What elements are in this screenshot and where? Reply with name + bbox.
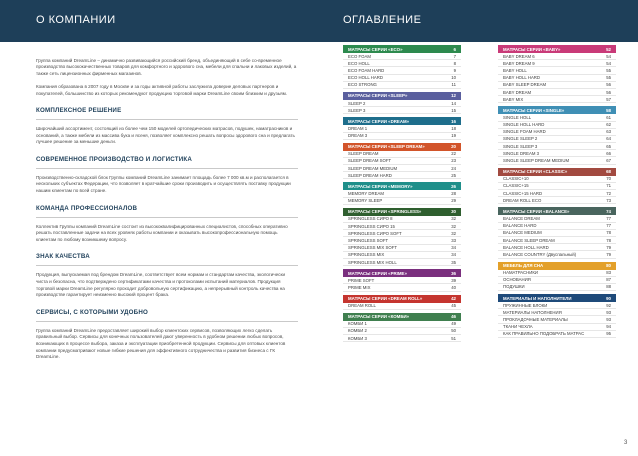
toc-item-page: 61: [606, 114, 611, 120]
toc-item-label: SPRINGLESS CИРО SOFT: [348, 230, 402, 236]
toc-group-title: МАТРАСЫ СЕРИИ «КОМБИ»: [348, 314, 410, 320]
toc-group-page: 52: [606, 46, 611, 52]
toc-column-left: [343, 45, 461, 345]
toc-item-label: ECO FOAM: [348, 53, 371, 59]
toc-group-page: 80: [606, 263, 611, 268]
toc-item[interactable]: [498, 114, 616, 121]
toc-group-title: МАТРАСЫ СЕРИИ «CLASSIC»: [503, 169, 568, 175]
toc-item[interactable]: [498, 302, 616, 309]
toc-item-page: 94: [606, 324, 611, 330]
section-text: Производственно-складской блок Группы компаний DreamLine занимает площадь более 7 000 кв.м и располагается в нескольких субъектах Федерации, что позволяет в кратчайшие сроки производить и осуществлять поставку продукции нашим клиентам по всей стране.: [36, 174, 291, 193]
toc-item[interactable]: [343, 321, 461, 328]
toc-item-label: КОМБИ 3: [348, 335, 367, 341]
section: [36, 205, 298, 244]
toc-item-label: SLEEP DREAM SOFT: [348, 158, 392, 164]
toc-item-label: SLEEP DREAM HARD: [348, 172, 392, 178]
toc-item[interactable]: [498, 230, 616, 237]
toc-item[interactable]: [343, 53, 461, 60]
toc-item[interactable]: [498, 82, 616, 89]
toc-item-label: BALANCE SLEEP DREAM: [503, 237, 555, 243]
toc-group-header[interactable]: [343, 143, 461, 151]
toc-item[interactable]: [343, 303, 461, 310]
toc-group-page: 74: [606, 208, 611, 214]
toc-item[interactable]: [343, 60, 461, 67]
toc-item-label: DREAM 1: [348, 125, 368, 131]
toc-item-label: КОМБИ 2: [348, 328, 367, 334]
toc-item-page: 88: [606, 284, 611, 290]
toc-item[interactable]: [498, 284, 616, 291]
toc-column-right: [498, 45, 616, 341]
toc-item-label: SPRINGLESS CИРО 15: [348, 223, 395, 229]
toc-item[interactable]: [498, 309, 616, 316]
toc-item-label: BABY DREAM: [503, 89, 532, 95]
toc-item-page: 34: [451, 252, 456, 258]
toc-group: [343, 92, 461, 114]
toc-item-page: 34: [451, 245, 456, 251]
toc-item-page: 55: [606, 67, 611, 73]
toc-group-page: 90: [606, 295, 611, 301]
section-divider: [36, 168, 298, 169]
toc-item[interactable]: [343, 190, 461, 197]
toc-item-label: SLEEP 2: [348, 100, 366, 106]
toc-item-page: 56: [606, 89, 611, 95]
toc-group-header[interactable]: [343, 295, 461, 303]
toc-item-page: 67: [606, 158, 611, 164]
intro-paragraph: Компания образована в 2007 году в Москве и за годы активной работы заслужила доверие деловых партнеров и покупателей, большинство из которых рекомендуют продукцию торговой марки DreamLine своим близким и друзьям.: [36, 84, 288, 96]
toc-group-header[interactable]: [343, 182, 461, 190]
toc-group: [498, 106, 616, 164]
toc-group-header[interactable]: [343, 269, 461, 277]
toc-item-label: ПРОКЛАДОЧНЫЕ МАТЕРИАЛЫ: [503, 317, 568, 323]
toc-group: [498, 45, 616, 103]
section-title: КОМПЛЕКСНОЕ РЕШЕНИЕ: [36, 107, 122, 115]
toc-item-page: 93: [606, 309, 611, 315]
toc-item[interactable]: [498, 331, 616, 338]
toc-item-label: SINGLE SLEEP 2: [503, 136, 538, 142]
toc-item-page: 71: [606, 183, 611, 189]
toc-item-label: SPRINGLESS MIX HOLL: [348, 259, 397, 265]
toc-item-page: 64: [606, 136, 611, 142]
toc-item[interactable]: [498, 237, 616, 244]
toc-item-page: 32: [451, 223, 456, 229]
toc-item[interactable]: [343, 151, 461, 158]
toc-item-page: 66: [606, 150, 611, 156]
toc-item[interactable]: [343, 198, 461, 205]
section: [36, 253, 298, 298]
toc-item[interactable]: [498, 53, 616, 60]
toc-item-label: CLASSIC+15: [503, 183, 529, 189]
toc-item[interactable]: [498, 129, 616, 136]
toc-item[interactable]: [343, 245, 461, 252]
toc-item-label: CLASSIC+10: [503, 176, 529, 182]
toc-item-page: 54: [606, 53, 611, 59]
toc-item-label: MEMORY SLEEP: [348, 198, 383, 204]
toc-item-label: КАК ПРАВИЛЬНО ПОДОБРАТЬ МАТРАС: [503, 331, 585, 337]
toc-group-header[interactable]: [343, 208, 461, 216]
toc-item-label: МАТЕРИАЛЫ НАПОЛНЕНИЯ: [503, 309, 562, 315]
toc-group-title: МАТРАСЫ СЕРИИ «SINGLE»: [503, 107, 565, 113]
toc-group: [343, 208, 461, 266]
toc-item-label: ECO FOAM HARD: [348, 67, 385, 73]
toc-item-label: ECO HOLL HARD: [348, 75, 383, 81]
toc-group-page: 6: [453, 46, 456, 52]
toc-item-page: 11: [451, 82, 456, 88]
toc-group: [343, 295, 461, 310]
toc-item-label: НАМАТРАСНИКИ: [503, 270, 538, 276]
toc-item-page: 51: [451, 335, 456, 341]
section: [36, 309, 298, 361]
toc-item[interactable]: [498, 223, 616, 230]
toc-item-page: 28: [451, 191, 456, 197]
toc-item-label: BABY DREAM 9: [503, 60, 535, 66]
toc-item-page: 70: [606, 176, 611, 182]
toc-group-title: МАТРАСЫ СЕРИИ «SLEEP DREAM»: [348, 144, 425, 150]
toc-item[interactable]: [343, 252, 461, 259]
toc-item-label: ECO HOLL: [348, 60, 370, 66]
section-text: Широчайший ассортимент, состоящий из более чем 150 моделей ортопедических матрасов, подушек, наматрасников и оснований, а также мебели из массива бука и ясеня, позволяет комплексно решать вопросы здорового сна и предлагать лучшее решение за меньшие деньги.: [36, 126, 295, 145]
toc-item-label: ПОДУШКИ: [503, 284, 525, 290]
toc-item-label: DREAM ROLL: [348, 303, 376, 309]
toc-group-page: 30: [451, 209, 456, 215]
toc-item-label: SPRINGLESS SOFT: [348, 237, 389, 243]
toc-item[interactable]: [343, 133, 461, 140]
toc-item-label: BABY DREAM 6: [503, 53, 535, 59]
toc-item-label: DREAM 3: [348, 133, 368, 139]
toc-item-page: 24: [451, 165, 456, 171]
toc-item[interactable]: [343, 277, 461, 284]
toc-item[interactable]: [498, 75, 616, 82]
toc-item-label: MEMORY DREAM: [348, 191, 384, 197]
toc-item[interactable]: [498, 89, 616, 96]
about-title: О КОМПАНИИ: [36, 14, 116, 26]
toc-item-label: BABY MIX: [503, 96, 524, 102]
toc-item-page: 78: [606, 230, 611, 236]
toc-item[interactable]: [498, 157, 616, 164]
toc-item-label: SINGLE FOAM HARD: [503, 129, 546, 135]
toc-item-label: BALANCE MEDIUM: [503, 230, 542, 236]
toc-item-label: SPRINGLESS CИРО 8: [348, 216, 393, 222]
toc-item-page: 23: [451, 158, 456, 164]
toc-item-page: 45: [451, 303, 456, 309]
toc-group-page: 58: [606, 107, 611, 113]
toc-item-page: 72: [606, 190, 611, 196]
toc-item-label: ECO STRONG: [348, 82, 377, 88]
toc-item-label: BABY HOLL HARD: [503, 75, 541, 81]
toc-item-page: 7: [453, 53, 456, 59]
toc-group-header[interactable]: [343, 45, 461, 53]
toc-item[interactable]: [498, 60, 616, 67]
toc-group-header[interactable]: [343, 313, 461, 321]
toc-item-page: 25: [451, 172, 456, 178]
toc-group-title: МАТРАСЫ СЕРИИ «SPRINGLESS»: [348, 209, 422, 215]
toc-item-label: SINGLE DREAM 3: [503, 150, 540, 156]
section-text: Продукция, выпускаемая под брендом DreamLine, соответствует всем нормам и стандартам качества, экологически чиста и безопасна, что подтверждено сертификатами качества и протоколами испытаний материалов. Продукция торговой марки DreamLine регулярно проходит добровольную сертификацию, а непрерывный контроль качества на производстве гарантирует неизменно высокий процент брака.: [36, 272, 286, 298]
toc-group-page: 16: [451, 118, 456, 124]
page-number: 3: [624, 440, 628, 446]
toc-item-page: 18: [451, 125, 456, 131]
toc-group: [498, 168, 616, 205]
toc-group-title: МАТЕРИАЛЫ И НАПОЛНИТЕЛИ: [503, 295, 572, 301]
toc-group-header[interactable]: [343, 92, 461, 100]
section-title: ЗНАК КАЧЕСТВА: [36, 253, 90, 261]
toc-item[interactable]: [498, 150, 616, 157]
toc-group: [498, 294, 616, 338]
toc-item[interactable]: [498, 96, 616, 103]
toc-item-page: 83: [606, 270, 611, 276]
toc-item-page: 87: [606, 277, 611, 283]
contents-title: ОГЛАВЛЕНИЕ: [343, 14, 422, 26]
toc-item[interactable]: [498, 316, 616, 323]
toc-item-page: 93: [606, 317, 611, 323]
section-text: Группа компаний DreamLine предоставляет широкий выбор клиентских сервисов, позволяющих легко сделать правильный выбор. Сервисы для конечных пользователей дают уверенность в удобном решении любых вопросов, возникающих в процессе выбора, заказа и эксплуатации приобретенной продукции. Сервисы для оптовых клиентов компании предусматривают новые гибкие решения для эффективного сотрудничества и развития бизнеса с ГК DreamLine.: [36, 327, 286, 360]
toc-item-label: SINGLE SLEEP 3: [503, 143, 538, 149]
toc-item-page: 49: [451, 321, 456, 327]
toc-group-header[interactable]: [498, 262, 616, 270]
toc-item-label: BALANCE HARD: [503, 223, 537, 229]
toc-item-page: 77: [606, 215, 611, 221]
section-title: СЕРВИСЫ, С КОТОРЫМИ УДОБНО: [36, 308, 149, 316]
intro: [36, 58, 298, 97]
toc-group-title: МЕБЕЛЬ ДЛЯ СНА: [503, 263, 544, 268]
toc-item-page: 40: [451, 284, 456, 290]
toc-item[interactable]: [498, 244, 616, 251]
toc-item[interactable]: [343, 158, 461, 165]
toc-item-page: 62: [606, 122, 611, 128]
toc-item[interactable]: [343, 165, 461, 172]
toc-item[interactable]: [343, 172, 461, 179]
section-divider: [36, 119, 298, 120]
toc-item-label: PRIME SOFT: [348, 277, 375, 283]
toc-item-page: 29: [451, 198, 456, 204]
toc-item-page: 78: [606, 237, 611, 243]
toc-item[interactable]: [343, 216, 461, 223]
toc-item-label: ТКАНИ ЧЕХЛА: [503, 324, 533, 330]
toc-item-label: BALANCE DREAM: [503, 215, 540, 221]
toc-group: [343, 313, 461, 343]
toc-group-header[interactable]: [498, 207, 616, 215]
toc-item[interactable]: [343, 284, 461, 291]
toc-item-page: 39: [451, 277, 456, 283]
toc-item-page: 22: [451, 151, 456, 157]
toc-group-page: 36: [451, 270, 456, 276]
toc-item[interactable]: [498, 122, 616, 129]
toc-group-title: МАТРАСЫ СЕРИИ «BALANCE»: [503, 208, 570, 214]
toc-item-label: SPRINGLESS MIX: [348, 252, 385, 258]
toc-item-label: ПРУЖИННЫЕ БЛОКИ: [503, 302, 548, 308]
toc-item-label: SLEEP DREAM: [348, 151, 379, 157]
toc-item[interactable]: [343, 75, 461, 82]
toc-item-page: 65: [606, 143, 611, 149]
toc-group: [498, 207, 616, 258]
toc-item[interactable]: [498, 251, 616, 258]
toc-item-label: BALANCE COUNTRY (Двуспальный): [503, 251, 577, 257]
toc-group: [343, 117, 461, 139]
toc-item-page: 8: [453, 60, 456, 66]
toc-group: [343, 269, 461, 291]
toc-group-page: 68: [606, 169, 611, 175]
toc-group: [343, 143, 461, 180]
toc-item-page: 79: [606, 251, 611, 257]
toc-group-header[interactable]: [498, 106, 616, 114]
toc-item-page: 32: [451, 216, 456, 222]
toc-item-label: BABY HOLL: [503, 67, 527, 73]
toc-item-page: 54: [606, 60, 611, 66]
toc-item-page: 95: [606, 331, 611, 337]
toc-item-page: 50: [451, 328, 456, 334]
toc-item[interactable]: [498, 136, 616, 143]
section-divider: [36, 217, 298, 218]
toc-group-title: МАТРАСЫ СЕРИИ «DREAM ROLL»: [348, 296, 423, 301]
toc-item-page: 73: [606, 197, 611, 203]
toc-item-page: 92: [606, 302, 611, 308]
toc-item[interactable]: [498, 67, 616, 74]
intro-paragraph: Группа компаний DreamLine – динамично развивающийся российский бренд, объединяющий в себе со-временное производство высококачественных товаров для комфортного и здорового сна, мебели для спальни и лаковых изделий, а также сеть лицензионных фирменных магазинов.: [36, 58, 297, 76]
toc-item-label: SINGLE HOLL: [503, 114, 532, 120]
toc-item-label: DREAM ROLL ECO: [503, 197, 542, 203]
toc-group-header[interactable]: [343, 117, 461, 125]
toc-item-page: 32: [451, 230, 456, 236]
header-bar: [0, 0, 638, 42]
toc-item[interactable]: [343, 259, 461, 266]
toc-item-page: 10: [451, 75, 456, 81]
section-title: СОВРЕМЕННОЕ ПРОИЗВОДСТВО И ЛОГИСТИКА: [36, 155, 193, 163]
toc-group-page: 12: [451, 93, 456, 99]
toc-item-label: SINGLE SLEEP DREAM MEDIUM: [503, 158, 570, 164]
toc-item[interactable]: [498, 324, 616, 331]
toc-item[interactable]: [343, 125, 461, 132]
toc-item-label: SINGLE HOLL HARD: [503, 122, 545, 128]
toc-item-page: 57: [606, 96, 611, 102]
toc-group-page: 46: [451, 314, 456, 320]
toc-item-page: 63: [606, 129, 611, 135]
section: [36, 156, 298, 195]
toc-group-title: МАТРАСЫ СЕРИИ «PRIME»: [348, 270, 407, 276]
toc-item-page: 77: [606, 223, 611, 229]
toc-group: [498, 262, 616, 292]
toc-group-page: 42: [451, 296, 456, 301]
toc-item[interactable]: [343, 237, 461, 244]
toc-item-page: 79: [606, 244, 611, 250]
about-column: [36, 58, 298, 361]
toc-group-header[interactable]: [498, 294, 616, 302]
toc-item-label: SLEEP DREAM MEDIUM: [348, 165, 398, 171]
toc-item-page: 15: [451, 107, 456, 113]
toc-item[interactable]: [498, 176, 616, 183]
toc-item-page: 33: [451, 237, 456, 243]
toc-item[interactable]: [498, 143, 616, 150]
toc-item-label: КОМБИ 1: [348, 321, 367, 327]
toc-group-title: МАТРАСЫ СЕРИИ «BABY»: [503, 46, 561, 52]
section: [36, 107, 298, 146]
toc-item[interactable]: [343, 100, 461, 107]
toc-item[interactable]: [498, 197, 616, 204]
toc-group-title: МАТРАСЫ СЕРИИ «MEMORY»: [348, 183, 413, 189]
toc-group-page: 26: [451, 183, 456, 189]
toc-item-page: 19: [451, 133, 456, 139]
toc-group: [343, 182, 461, 204]
toc-item-label: SLEEP 3: [348, 107, 366, 113]
section-divider: [36, 321, 298, 322]
section-text: Коллектив Группы компаний DreamLine состоит из высококвалифицированных специалистов, способных оперативно решать поставленные задачи на всех уровнях работы компании и оказывать высокопрофессиональную помощь клиентам по любому возникшему вопросу.: [36, 223, 288, 242]
toc-group-page: 20: [451, 144, 456, 150]
toc-item-label: BABY SLEEP DREAM: [503, 82, 547, 88]
toc-item-page: 35: [451, 259, 456, 265]
section-divider: [36, 265, 298, 266]
toc-group: [343, 45, 461, 89]
toc-item[interactable]: [343, 107, 461, 114]
toc-item[interactable]: [498, 215, 616, 222]
toc-item-label: BALANCE HOLL HARD: [503, 244, 549, 250]
toc-item-page: 56: [606, 82, 611, 88]
toc-item[interactable]: [498, 270, 616, 277]
toc-item[interactable]: [343, 223, 461, 230]
toc-group-header[interactable]: [498, 168, 616, 176]
toc-item[interactable]: [498, 183, 616, 190]
toc-item[interactable]: [498, 190, 616, 197]
toc-item[interactable]: [343, 230, 461, 237]
toc-group-title: МАТРАСЫ СЕРИИ «SLEEP»: [348, 93, 408, 99]
toc-item-page: 14: [451, 100, 456, 106]
toc-item[interactable]: [343, 328, 461, 335]
toc-item-label: CLASSIC+15 HARD: [503, 190, 543, 196]
section-title: КОМАНДА ПРОФЕССИОНАЛОВ: [36, 204, 138, 212]
toc-item[interactable]: [498, 277, 616, 284]
toc-group-header[interactable]: [498, 45, 616, 53]
toc-item[interactable]: [343, 67, 461, 74]
toc-item[interactable]: [343, 335, 461, 342]
toc-item-page: 55: [606, 75, 611, 81]
toc-item[interactable]: [343, 82, 461, 89]
toc-item-label: SPRINGLESS MIX SOFT: [348, 245, 397, 251]
toc-item-label: ОСНОВАНИЯ: [503, 277, 531, 283]
toc-group-title: МАТРАСЫ СЕРИИ «ECO»: [348, 46, 403, 52]
toc-item-page: 9: [453, 67, 456, 73]
toc-item-label: PRIME MIX: [348, 284, 371, 290]
toc-group-title: МАТРАСЫ СЕРИИ «DREAM»: [348, 118, 410, 124]
